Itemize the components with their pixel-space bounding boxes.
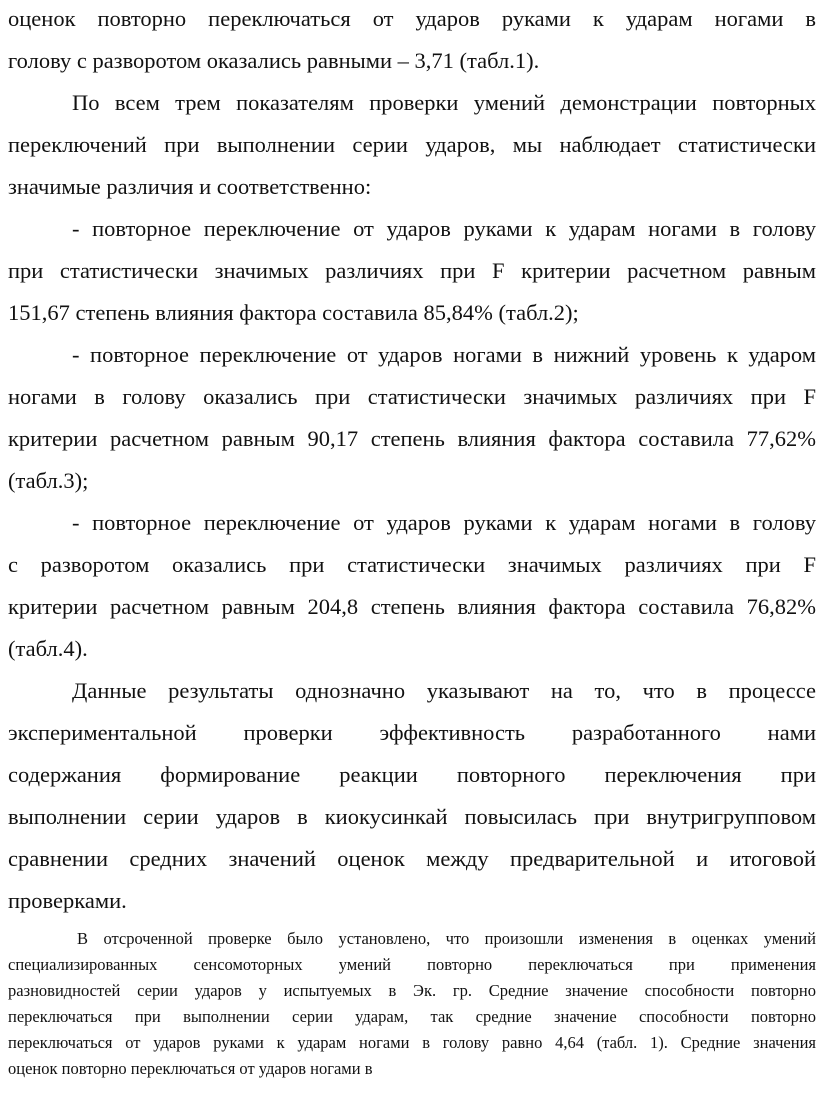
body-text-line: переключений при выполнении серии ударов, мы наблюдает статистически xyxy=(8,132,816,157)
body-text-line: сравнении средних значений оценок между предварительной и итоговой xyxy=(8,846,816,871)
small-text-line: переключаться при выполнении серии ударам, так средние значение способности повторно xyxy=(8,1007,816,1026)
paragraph-start-line: Данные результаты однозначно указывают на то, что в процессе xyxy=(72,678,816,703)
small-text-line: разновидностей серии ударов у испытуемых в Эк. гр. Средние значение способности повторно xyxy=(8,981,816,1000)
small-text-line: оценок повторно переключаться от ударов ногами в xyxy=(8,1059,373,1078)
body-text-line: 151,67 степень влияния фактора составила 85,84% (табл.2); xyxy=(8,300,579,325)
body-text-line: (табл.3); xyxy=(8,468,89,493)
small-text-line: переключаться от ударов руками к ударам ногами в голову равно 4,64 (табл. 1). Средние значения xyxy=(8,1033,816,1052)
body-text-line: содержания формирование реакции повторного переключения при xyxy=(8,762,816,787)
list-item-line: - повторное переключение от ударов ногами в нижний уровень к ударом xyxy=(72,342,816,367)
body-text-line: значимые различия и соответственно: xyxy=(8,174,372,199)
body-text-line: критерии расчетном равным 204,8 степень влияния фактора составила 76,82% xyxy=(8,594,816,619)
small-paragraph-start-line: В отсроченной проверке было установлено, что произошли изменения в оценках умений xyxy=(77,929,816,948)
body-text-line: при статистически значимых различиях при F критерии расчетном равным xyxy=(8,258,816,283)
body-text-line: экспериментальной проверки эффективность разработанного нами xyxy=(8,720,816,745)
body-text-line: оценок повторно переключаться от ударов руками к ударам ногами в xyxy=(8,6,816,31)
body-text-line: голову с разворотом оказались равными – 3,71 (табл.1). xyxy=(8,48,540,73)
paragraph-start-line: По всем трем показателям проверки умений демонстрации повторных xyxy=(72,90,816,115)
list-item-line: - повторное переключение от ударов руками к ударам ногами в голову xyxy=(72,510,816,535)
list-item-line: - повторное переключение от ударов руками к ударам ногами в голову xyxy=(72,216,816,241)
body-text-line: с разворотом оказались при статистически значимых различиях при F xyxy=(8,552,816,577)
small-text-line: специализированных сенсомоторных умений повторно переключаться при применения xyxy=(8,955,816,974)
body-text-line: выполнении серии ударов в киокусинкай повысилась при внутригрупповом xyxy=(8,804,816,829)
body-text-line: критерии расчетном равным 90,17 степень влияния фактора составила 77,62% xyxy=(8,426,816,451)
body-text-line: (табл.4). xyxy=(8,636,88,661)
body-text-line: проверками. xyxy=(8,888,127,913)
body-text-line: ногами в голову оказались при статистически значимых различиях при F xyxy=(8,384,816,409)
